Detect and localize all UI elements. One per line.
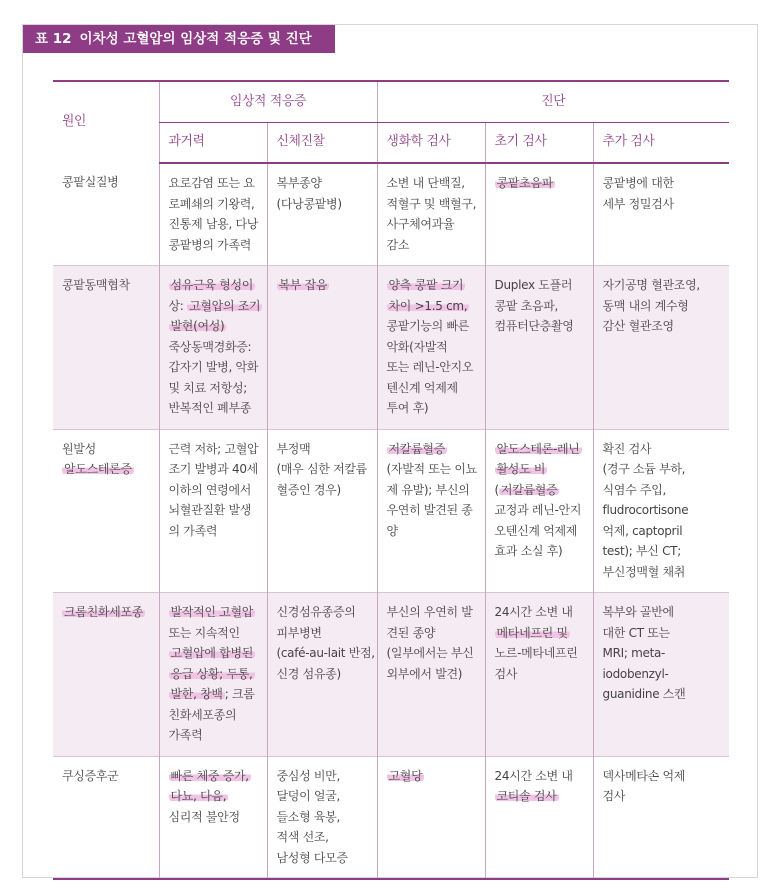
highlight-mark: 알도스테론증 [64,462,132,476]
cell-line: 외부에서 발견) [386,666,463,681]
cell-line: guanidine 스캔 [602,687,686,701]
table-title [23,25,335,53]
cell-line: 대한 CT 또는 [602,625,670,640]
cell-line: 악화(자발적 [386,339,448,354]
cell-line: 콩팥병에 대한 [602,176,674,190]
cell-line [169,643,263,664]
cell-cause [53,163,159,266]
cell-exam [267,756,377,879]
cell-exam [267,593,377,757]
cell-line: ( 저칼륨혈증 [494,482,558,497]
cell-biochem [377,756,485,879]
cell-line: 우연히 발견된 종 [386,503,473,517]
highlight-mark: 섬유근육 형성이 [170,278,254,292]
table-title-text: 이차성 고혈압의 임상적 적응증 및 진단 [79,31,312,47]
cell-line: 소변 내 단백질, [386,176,465,190]
cell-line [169,786,263,807]
highlight-mark: 복부 잡음 [278,278,328,292]
cell-line: 식염수 주입, [602,482,667,497]
cell-line: 신경 섬유종) [276,666,341,681]
cell-line: (일부에서는 부신 [386,646,474,660]
cell-line: 양 [386,523,398,538]
cell-line: MRI; meta- [602,646,666,660]
cell-line: 발한, 창백 ; 크롬 [170,687,255,701]
cell-line: 적혈구 및 백혈구, [386,196,477,211]
header-history: 과거력 [159,123,267,164]
cell-line: 감산 혈관조영 [602,319,674,333]
cell-exam [267,429,377,593]
cell-line: 콩팥실질병 [62,175,119,189]
table-row [53,266,729,430]
cell-history [159,429,267,593]
cell-line: 텐신계 억제제 [386,380,458,395]
table-row [53,593,729,757]
highlight-mark: 발한, 창백 [170,687,223,701]
cell-line: 뇌혈관질환 발생 [168,503,252,517]
highlight-mark: 다뇨, 다음, [170,789,227,803]
cell-line [495,439,589,460]
cell-line: 투여 후) [386,401,429,415]
cell-line: 또는 레닌-안지오 [386,360,474,374]
cell-line: 적색 선조, [276,830,329,844]
cell-additional [593,756,729,879]
cell-line: 진통제 남용, 다낭 [168,217,259,231]
cell-line: 콩팥동맥협착 [62,278,130,292]
cell-line: (자발적 또는 이뇨 [386,462,477,476]
cell-line [62,459,155,480]
cell-line [387,766,481,787]
header-additional: 추가 검사 [593,123,729,164]
cell-line: 가족력 [168,728,203,742]
highlight-mark: 응급 상황; 두통, [170,666,253,681]
cell-line: 피부병변 [276,625,322,640]
cell-line: 교정과 레닌-안지 [494,503,582,517]
cell-line [495,173,589,194]
cell-line [495,623,589,644]
table-frame [22,24,758,878]
cell-initial [485,429,593,593]
cell-line: (다낭콩팥병) [276,196,342,211]
table-row [53,163,729,266]
table-row [53,429,729,593]
cell-cause [53,266,159,430]
cell-line [277,275,373,296]
cell-line: 콩팥기능의 빠른 [386,319,470,333]
cell-line: 노르-메타네프린 [494,646,578,660]
highlight-mark: 빠른 체중 증가, [170,768,249,783]
cell-biochem [377,593,485,757]
cell-line: 신경섬유종증의 [276,605,356,619]
header-cause: 원인 [53,81,159,163]
cell-line: (경구 소듐 부하, [602,462,686,476]
cell-cause [53,429,159,593]
cell-line [169,766,263,787]
cell-initial [485,163,593,266]
cell-line: 콩팥 초음파, [494,298,559,313]
highlight-mark: 메타네프린 및 [496,625,568,640]
cell-line [169,275,263,296]
highlight-mark: 고혈압에 합병된 [170,646,254,660]
highlight-mark: 고혈압의 조기 [189,298,261,313]
cell-line: 복부종양 [276,176,322,190]
cell-line: 동맥 내의 계수형 [602,298,689,313]
cell-line [169,602,263,623]
cell-line: 및 치료 저항성; [168,380,248,395]
cell-line: 조기 발병과 40세 [168,462,258,476]
cell-line: fludrocortisone [602,503,689,517]
cell-exam [267,163,377,266]
cell-line: 확진 검사 [602,441,652,456]
cell-line: 근력 저하; 고혈압 [168,441,259,456]
highlight-mark: 발작적인 고혈압 [170,605,254,619]
cell-line: (매우 심한 저칼륨 [276,462,367,476]
cell-history [159,266,267,430]
cell-line: 죽상동맥경화증: [168,339,252,354]
cell-initial [485,593,593,757]
cell-biochem [377,266,485,430]
cell-line: 원발성 [62,441,96,456]
cell-additional [593,266,729,430]
highlight-mark: 양측 콩팥 크기 [388,278,464,292]
cell-line: 24시간 소변 내 [494,605,573,619]
cell-line: 부신정맥혈 채취 [602,564,686,579]
cell-line: 컴퓨터단층촬영 [494,319,574,333]
cell-line: 중심성 비만, [276,768,340,783]
cell-history [159,593,267,757]
cell-additional [593,429,729,593]
highlight-mark: 활성도 비 [496,462,546,476]
cell-line [169,664,263,685]
cell-line: 자기공명 혈관조영, [602,278,700,292]
cell-line [169,316,263,337]
cell-line: 24시간 소변 내 [494,768,573,783]
cell-line: 억제, captopril [602,523,683,538]
cell-biochem [377,429,485,593]
cell-line [387,296,481,317]
highlight-mark: 코티솔 검사 [496,789,557,803]
cell-cause [53,756,159,879]
header-initial: 초기 검사 [485,123,593,164]
cell-biochem [377,163,485,266]
cell-line: 의 가족력 [168,523,218,538]
cell-additional [593,163,729,266]
cell-line: 제 유발); 부신의 [386,482,470,497]
cell-line: 달덩이 얼굴, [276,789,340,803]
cell-line: 상: 고혈압의 조기 [168,298,261,313]
cell-additional [593,593,729,757]
cell-line: 오텐신계 억제제 [494,523,578,538]
highlight-mark: 고혈당 [388,768,423,783]
cell-line [495,459,589,480]
cell-line [62,602,155,623]
cell-line: 로폐쇄의 기왕력, [168,196,255,211]
highlight-mark: 발현(여성) [170,319,225,333]
cell-line: 또는 지속적인 [168,625,240,640]
cell-line: Duplex 도플러 [494,278,573,292]
cell-line: 들소형 육봉, [276,809,340,824]
highlight-mark: 알도스테론-레닌 [496,441,580,456]
cell-line: 이하의 연령에서 [168,482,252,497]
highlight-mark: 콩팥초음파 [496,176,553,190]
cell-line: 효과 소실 후) [494,544,563,558]
cell-line: 부신의 우연히 발 [386,605,473,619]
cell-line: 세부 정밀검사 [602,196,674,211]
cell-exam [267,266,377,430]
header-exam: 신체진찰 [267,123,377,164]
cell-line [495,786,589,807]
indication-table [53,80,729,880]
cell-line: 쿠싱증후군 [62,768,119,783]
cell-cause [53,593,159,757]
highlight-mark: 저칼륨혈증 [388,441,445,456]
header-clinical-group: 임상적 적응증 [159,81,377,123]
cell-line: 사구체여과율 [386,217,455,231]
cell-line: iodobenzyl- [602,666,669,681]
cell-line: 검사 [494,666,518,681]
cell-line: 견된 종양 [386,625,436,640]
cell-line [387,439,481,460]
cell-initial [485,756,593,879]
highlight-mark: 차이 >1.5 cm, [388,298,468,313]
highlight-mark: 저칼륨혈증 [500,482,558,497]
table-number: 표 12 [35,31,72,47]
cell-line: test); 부신 CT; [602,544,681,558]
cell-line: 요로감염 또는 요 [168,176,255,190]
cell-line: 심리적 불안정 [168,809,240,824]
cell-line: 검사 [602,789,626,803]
cell-line: 남성형 다모증 [276,850,348,865]
cell-initial [485,266,593,430]
cell-line: 반복적인 폐부종 [168,401,252,415]
cell-line: 감소 [386,237,410,252]
highlight-mark: 크롬친화세포종 [64,605,144,619]
table-row [53,756,729,879]
header-diagnosis-group: 진단 [377,81,729,123]
cell-line: 친화세포종의 [168,707,237,722]
cell-history [159,756,267,879]
header-biochem: 생화학 검사 [377,123,485,164]
cell-line: (café-au-lait 반점, [276,646,375,660]
cell-line: 덱사메타손 억제 [602,768,686,783]
cell-history [159,163,267,266]
cell-line: 혈증인 경우) [276,482,341,497]
cell-line: 콩팥병의 가족력 [168,237,252,252]
cell-line [387,275,481,296]
cell-line: 갑자기 발병, 악화 [168,360,259,374]
cell-line: 부정맥 [276,441,311,456]
cell-line: 복부와 골반에 [602,605,674,619]
